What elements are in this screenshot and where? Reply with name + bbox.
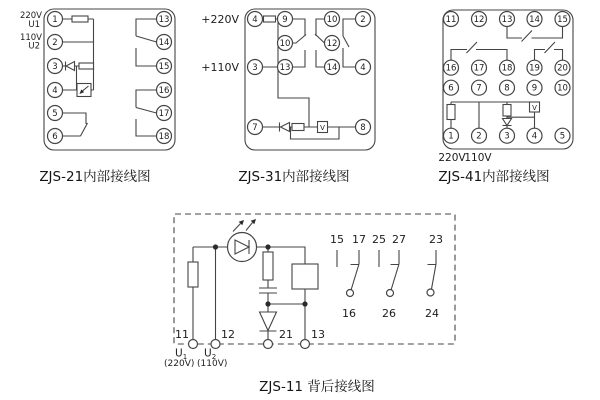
zjs11-contact-label-15: 15 — [330, 233, 344, 246]
zjs31-terminal-4-top — [248, 12, 263, 27]
svg-text:13: 13 — [279, 63, 291, 73]
zjs21-terminal-17 — [157, 106, 172, 121]
svg-text:10: 10 — [557, 83, 568, 94]
zjs11-diagram — [164, 214, 455, 395]
zjs41-terminal-8 — [500, 80, 515, 95]
svg-text:16: 16 — [158, 86, 170, 96]
zjs41-terminal-4 — [527, 128, 542, 143]
zjs11-terminal-11 — [189, 340, 198, 349]
zjs11-terminal-label-21: 21 — [279, 328, 293, 341]
svg-text:6: 6 — [52, 132, 58, 142]
zjs41-terminal-3 — [500, 128, 515, 143]
zjs31-terminal-4-right — [356, 60, 371, 75]
zjs21-terminal-16 — [157, 83, 172, 98]
svg-text:14: 14 — [529, 15, 540, 25]
svg-text:11: 11 — [445, 15, 457, 25]
zjs41-terminal-14 — [527, 12, 542, 27]
svg-text:9: 9 — [531, 83, 538, 94]
zjs21-label-u2: U2 — [28, 41, 40, 52]
svg-text:19: 19 — [529, 63, 540, 74]
svg-text:15: 15 — [557, 15, 568, 25]
zjs11-label-u1: $U_1$ — [175, 347, 188, 361]
zjs31-caption: ZJS-31内部接线图 — [238, 169, 350, 185]
zjs41-label-110v: 110V — [464, 152, 492, 164]
svg-text:15: 15 — [158, 62, 170, 72]
resistor — [188, 262, 198, 287]
zjs41-label-220v: 220V — [438, 152, 466, 164]
resistor — [503, 105, 511, 117]
svg-text:18: 18 — [158, 132, 170, 142]
zjs31-terminal-10-mid — [278, 36, 293, 51]
svg-text:4: 4 — [360, 63, 366, 73]
zjs21-terminal-4 — [48, 83, 63, 98]
junction-dot — [213, 244, 218, 249]
zjs21-caption: ZJS-21内部接线图 — [39, 169, 151, 185]
svg-text:3: 3 — [504, 131, 510, 142]
zjs31-label-220v: +220V — [201, 13, 239, 26]
voltage-element-box — [530, 102, 540, 112]
zjs41-terminal-1 — [444, 128, 459, 143]
zjs41-terminal-19 — [527, 60, 542, 75]
relay-coil-box — [292, 264, 318, 289]
zjs21-label-110v: 110V — [19, 33, 42, 43]
zjs31-terminal-9 — [278, 12, 293, 27]
zjs41-terminal-12 — [472, 12, 487, 27]
zjs41-terminal-2 — [472, 128, 487, 143]
junction-dot — [265, 301, 270, 306]
svg-text:12: 12 — [326, 39, 338, 49]
zjs21-terminal-2 — [48, 35, 63, 50]
zjs21-terminal-1 — [48, 12, 63, 27]
zjs31-terminal-3 — [248, 60, 263, 75]
svg-text:4: 4 — [252, 15, 258, 25]
zjs41-terminal-6 — [444, 80, 459, 95]
svg-text:2: 2 — [360, 15, 366, 25]
svg-text:5: 5 — [52, 109, 58, 119]
svg-text:12: 12 — [473, 15, 485, 25]
junction-dot — [265, 244, 270, 249]
zjs41-terminal-17 — [472, 60, 487, 75]
zjs41-terminal-16 — [444, 60, 459, 75]
zjs21-terminal-6 — [48, 129, 63, 144]
zjs21-label-220v: 220V — [19, 11, 42, 21]
zjs21-terminal-13 — [157, 12, 172, 27]
svg-text:2: 2 — [52, 38, 58, 48]
zjs11-contact-label-26: 26 — [382, 307, 396, 320]
svg-text:18: 18 — [501, 63, 513, 74]
zjs31-label-110v: +110V — [201, 61, 239, 74]
zjs41-terminal-18 — [500, 60, 515, 75]
zjs31-terminal-13 — [278, 60, 293, 75]
zjs41-diagram — [438, 10, 573, 185]
svg-text:2: 2 — [476, 131, 482, 142]
contact-point-24 — [427, 289, 434, 296]
zjs11-label-u2: $U_2$ — [204, 347, 217, 361]
resistor — [72, 16, 88, 22]
zjs11-terminal-label-11: 11 — [175, 328, 189, 341]
zjs11-label-110v: (110V) — [197, 359, 228, 369]
zjs21-terminal-15 — [157, 59, 172, 74]
zjs11-terminal-21 — [264, 340, 273, 349]
svg-text:7: 7 — [252, 123, 258, 133]
zjs21-terminal-5 — [48, 106, 63, 121]
zjs11-contact-label-23: 23 — [429, 233, 443, 246]
relay-coil-box — [77, 84, 91, 97]
svg-text:17: 17 — [473, 63, 485, 74]
resistor — [292, 124, 304, 131]
svg-text:1: 1 — [52, 15, 58, 25]
svg-text:13: 13 — [158, 15, 170, 25]
svg-text:6: 6 — [448, 83, 454, 94]
zjs11-contact-label-25: 25 — [372, 233, 386, 246]
zjs41-caption: ZJS-41内部接线图 — [438, 169, 550, 185]
zjs21-terminal-18 — [157, 129, 172, 144]
svg-text:10: 10 — [326, 15, 338, 25]
svg-text:V: V — [532, 103, 537, 112]
zjs21-terminal-3 — [48, 59, 63, 74]
resistor — [447, 105, 455, 120]
zjs11-contact-label-24: 24 — [425, 307, 439, 320]
svg-text:9: 9 — [282, 15, 288, 25]
junction-dot — [302, 301, 307, 306]
zjs11-terminal-13 — [301, 340, 310, 349]
zjs31-terminal-14 — [325, 60, 340, 75]
svg-text:14: 14 — [326, 63, 338, 73]
resistor — [79, 63, 94, 69]
zjs21-label-u1: U1 — [28, 20, 40, 30]
svg-text:10: 10 — [279, 39, 291, 49]
zjs31-terminal-12 — [325, 36, 340, 51]
zjs21-diagram — [20, 9, 175, 185]
zjs11-terminal-label-12: 12 — [221, 328, 235, 341]
zjs41-terminal-13 — [500, 12, 515, 27]
svg-text:4: 4 — [52, 86, 58, 96]
zjs11-caption: ZJS-11 背后接线图 — [259, 379, 375, 395]
svg-text:7: 7 — [476, 83, 482, 94]
zjs11-terminal-12 — [211, 340, 220, 349]
contact-point-16 — [347, 290, 354, 297]
svg-text:5: 5 — [559, 131, 566, 142]
zjs31-terminal-2 — [356, 12, 371, 27]
svg-text:8: 8 — [360, 123, 366, 133]
zjs11-contact-label-16: 16 — [342, 307, 356, 320]
resistor — [263, 252, 273, 280]
svg-text:3: 3 — [52, 62, 58, 72]
svg-text:13: 13 — [501, 15, 513, 25]
zjs41-terminal-7 — [472, 80, 487, 95]
svg-text:1: 1 — [448, 131, 454, 142]
svg-text:3: 3 — [252, 63, 258, 73]
zjs41-terminal-10 — [555, 80, 570, 95]
svg-text:14: 14 — [158, 38, 170, 48]
zjs21-terminal-14 — [157, 35, 172, 50]
resistor — [264, 16, 276, 22]
zjs31-terminal-10-top — [325, 12, 340, 27]
svg-text:V: V — [320, 123, 325, 132]
zjs21-case-outline — [44, 9, 175, 150]
zjs41-terminal-9 — [527, 80, 542, 95]
zjs31-terminal-8 — [356, 120, 371, 135]
svg-text:4: 4 — [531, 131, 538, 142]
zjs41-terminal-11 — [444, 12, 459, 27]
zjs41-terminal-15 — [555, 12, 570, 27]
zjs41-terminal-5 — [555, 128, 570, 143]
svg-text:17: 17 — [158, 109, 170, 119]
zjs11-contact-label-27: 27 — [392, 233, 406, 246]
zjs31-diagram — [201, 9, 375, 185]
svg-text:20: 20 — [557, 63, 568, 74]
svg-text:8: 8 — [504, 83, 510, 94]
zjs31-terminal-7 — [248, 120, 263, 135]
contact-point-26 — [387, 290, 394, 297]
zjs41-terminal-20 — [555, 60, 570, 75]
svg-text:16: 16 — [445, 63, 457, 74]
zjs11-label-220v: (220V) — [164, 359, 195, 369]
zjs11-contact-label-17: 17 — [352, 233, 366, 246]
voltage-element-box — [318, 122, 328, 133]
zjs11-terminal-label-13: 13 — [311, 328, 325, 341]
